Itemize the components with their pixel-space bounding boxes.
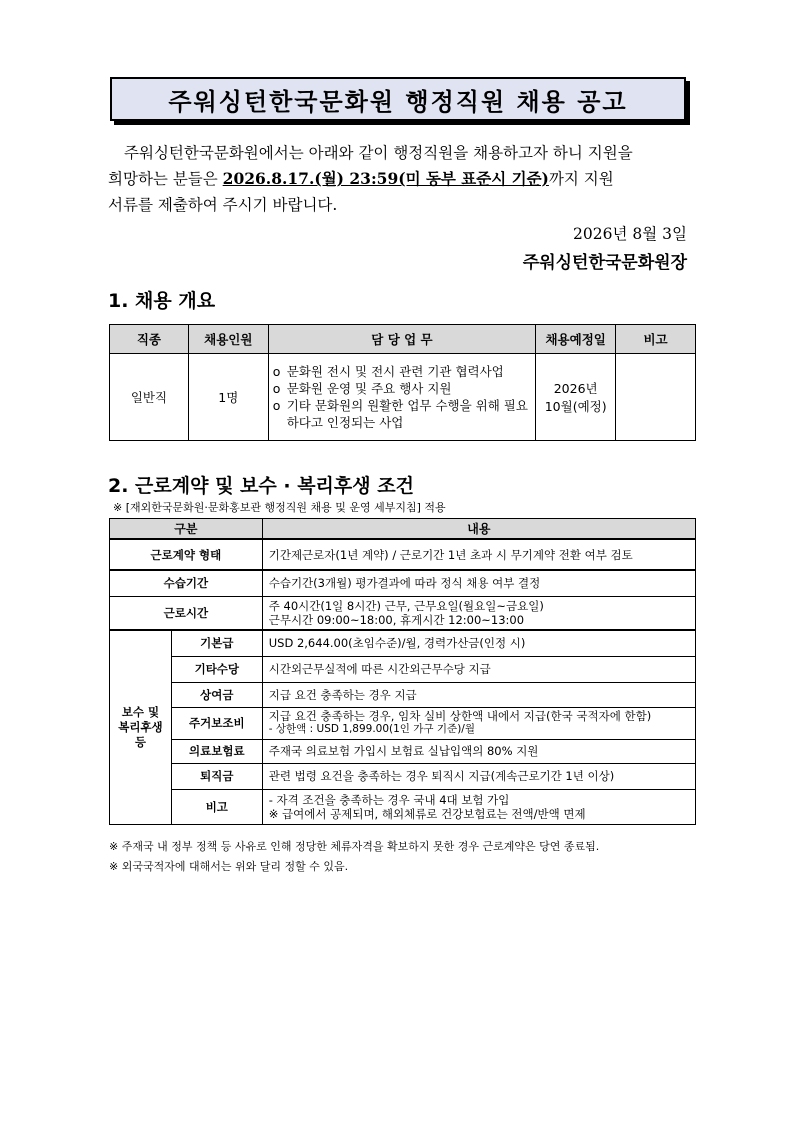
cell-remark [616,354,696,441]
intro-paragraph [108,140,688,218]
header-job: 직종 [110,325,189,354]
table-row [110,682,696,707]
duty-text: 기타 문화원의 원활한 업무 수행을 위해 필요하다고 인정되는 사업 [286,398,528,430]
bullet: o [272,381,281,396]
header-category: 구분 [110,519,263,540]
conditions-table [109,518,696,825]
duty-item [273,363,532,380]
label-contract: 근로계약 형태 [110,539,263,570]
section-2-heading: 2. 근로계약 및 보수 · 복리후생 조건 [108,475,414,497]
value-remark [262,789,695,824]
intro-line-2 [108,166,688,192]
label-allowance: 기타수당 [171,656,262,682]
table-row [110,656,696,682]
value-probation: 수습기간(3개월) 평가결과에 따라 정식 채용 여부 결정 [262,570,695,596]
value-housing [262,707,695,739]
cell-duties [268,354,536,441]
table-row [110,596,696,630]
duty-text: 문화원 운영 및 주요 행사 지원 [286,381,452,396]
table-row [110,763,696,789]
value-base-pay: USD 2,644.00(초임수준)/월, 경력가산금(인정 시) [262,630,695,656]
page-title: 주워싱턴한국문화원 행정직원 채용 공고 [110,77,686,121]
remark-line-1: - 자격 조건을 충족하는 경우 국내 4대 보험 가입 [268,792,510,807]
header-remark: 비고 [616,325,696,354]
recruitment-overview-table [109,324,696,441]
label-probation: 수습기간 [110,570,263,596]
bullet: o [272,398,281,413]
housing-text: 지급 요건 충족하는 경우, 임차 실비 상한액 내에서 지급(한국 국적자에 한함) [268,709,652,723]
value-allowance: 시간외근무실적에 따른 시간외근무수당 지급 [262,656,695,682]
hours-line-1: 주 40시간(1일 8시간) 근무, 근무요일(월요일~금요일) [268,598,544,613]
bullet: o [272,364,281,379]
guideline-note: ※ [재외한국문화원·문화홍보관 행정직원 채용 및 운영 세부지침] 적용 [113,501,446,514]
label-medical: 의료보험료 [171,739,262,763]
table-row [110,630,696,656]
duty-item [273,380,532,397]
date-line-1: 2026년 [553,381,598,396]
value-medical: 주재국 의료보험 가입시 보험료 실납입액의 80% 지원 [262,739,695,763]
hours-line-2: 근무시간 09:00~18:00, 휴게시간 12:00~13:00 [268,612,525,627]
intro-line-2-pre: 희망하는 분들은 [108,170,223,188]
date-line-2: 10월(예정) [544,399,607,414]
remark-line-2: ※ 급여에서 공제되며, 해외체류로 건강보험료는 전액/반액 면제 [268,806,586,821]
footnote-2: ※ 외국국적자에 대해서는 위와 달리 정할 수 있음. [109,860,349,873]
label-bonus: 상여금 [171,682,262,707]
table-row [110,354,696,441]
deadline: 2026.8.17.(월) 23:59(미 동부 표준시 기준) [222,169,549,188]
table-header-row [110,325,696,354]
label-compensation-group: 보수 및 복리후생 등 [110,630,172,824]
housing-sub: - 상한액 : USD 1,899.00(1인 가구 기준)/월 [268,723,475,735]
label-base-pay: 기본급 [171,630,262,656]
notice-date: 2026년 8월 3일 [573,225,687,243]
cell-count: 1명 [188,354,268,441]
table-row [110,570,696,596]
duty-text: 문화원 전시 및 전시 관련 기관 협력사업 [286,364,504,379]
value-contract: 기간제근로자(1년 계약) / 근로기간 1년 초과 시 무기계약 전환 여부 검토 [262,539,695,570]
table-row [110,789,696,824]
table-row [110,739,696,763]
header-count: 채용인원 [188,325,268,354]
header-duties: 담 당 업 무 [268,325,536,354]
table-header-row [110,519,696,540]
value-hours [262,596,695,630]
cell-job: 일반직 [110,354,189,441]
label-housing: 주거보조비 [171,707,262,739]
header-date: 채용예정일 [536,325,616,354]
intro-line-3: 서류를 제출하여 주시기 바랍니다. [108,196,338,214]
intro-line-2-post: 까지 지원 [548,170,614,188]
value-severance: 관련 법령 요건을 충족하는 경우 퇴직시 지급(계속근로기간 1년 이상) [262,763,695,789]
intro-line-1: 주워싱턴한국문화원에서는 아래와 같이 행정직원을 채용하고자 하니 지원을 [124,144,633,162]
cell-date [536,354,616,441]
label-hours: 근로시간 [110,596,263,630]
section-1-heading: 1. 채용 개요 [108,290,216,312]
label-remark: 비고 [171,789,262,824]
duty-item [273,397,532,431]
header-content: 내용 [262,519,695,540]
footnote-1: ※ 주재국 내 정부 정책 등 사유로 인해 정당한 체류자격을 확보하지 못한 경우 근로계약은 당연 종료됨. [109,840,600,853]
signer: 주워싱턴한국문화원장 [522,253,687,273]
value-bonus: 지급 요건 충족하는 경우 지급 [262,682,695,707]
table-row [110,539,696,570]
table-row [110,707,696,739]
label-severance: 퇴직금 [171,763,262,789]
